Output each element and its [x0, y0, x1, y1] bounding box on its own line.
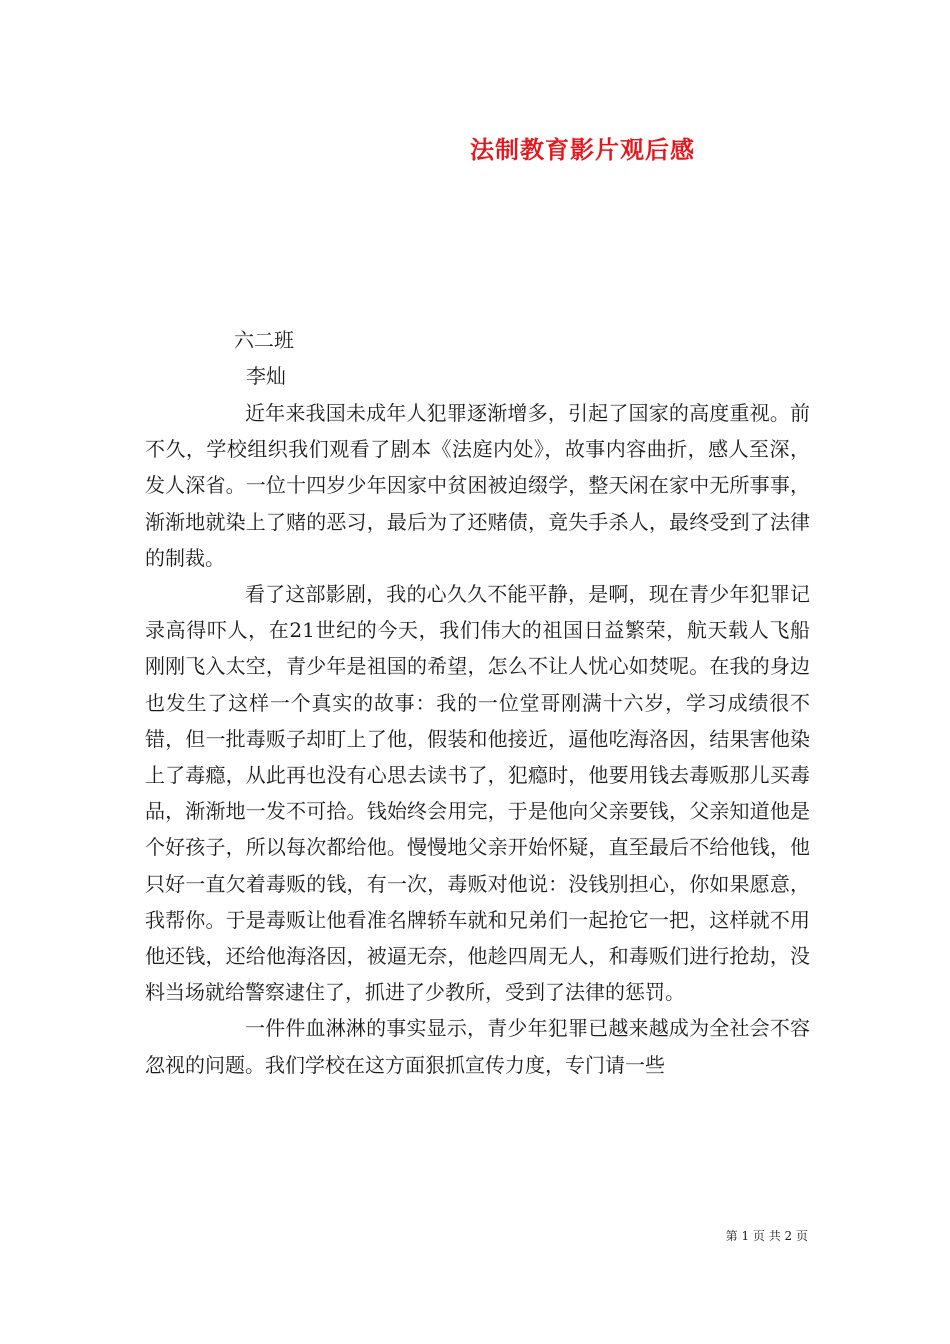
essay-body: [145, 395, 810, 1083]
class-name: 六二班: [234, 328, 294, 352]
author-name: 李灿: [246, 364, 286, 388]
paragraph-2: 看了这部影剧，我的心久久不能平静，是啊，现在青少年犯罪记录高得吓人，在21世纪的今天，我们伟大的祖国日益繁荣，航天载人飞船刚刚飞入太空，青少年是祖国的希望，怎么不让人忧心如焚呢。在我的身边也发生了这样一个真实的故事：我的一位堂哥刚满十六岁，学习成绩很不错，但一批毒贩子却盯上了他，假装和他接近，逼他吃海洛因，结果害他染上了毒瘾，从此再也没有心思去读书了，犯瘾时，他要用钱去毒贩那儿买毒品，渐渐地一发不可拾。钱始终会用完，于是他向父亲要钱，父亲知道他是个好孩子，所以每次都给他。慢慢地父亲开始怀疑，直至最后不给他钱，他只好一直欠着毒贩的钱，有一次，毒贩对他说：没钱别担心，你如果愿意，我帮你。于是毒贩让他看准名牌轿车就和兄弟们一起抢它一把，这样就不用他还钱，还给他海洛因，被逼无奈，他趁四周无人，和毒贩们进行抢劫，没料当场就给警察逮住了，抓进了少教所，受到了法律的惩罚。: [145, 582, 810, 1005]
page-title: 法制教育影片观后感: [470, 135, 695, 164]
paragraph-1: 近年来我国未成年人犯罪逐渐增多，引起了国家的高度重视。前不久，学校组织我们观看了剧本《法庭内处》，故事内容曲折，感人至深，发人深省。一位十四岁少年因家中贫困被迫缀学，整天闲在家中无所事事，渐渐地就染上了赌的恶习，最后为了还赌债，竟失手杀人，最终受到了法律的制裁。: [145, 401, 810, 570]
page-footer: 第 1 页 共 2 页: [725, 1229, 808, 1243]
paragraph-3: 一件件血淋淋的事实显示，青少年犯罪已越来越成为全社会不容忽视的问题。我们学校在这方面狠抓宣传力度，专门请一些: [145, 1016, 810, 1077]
